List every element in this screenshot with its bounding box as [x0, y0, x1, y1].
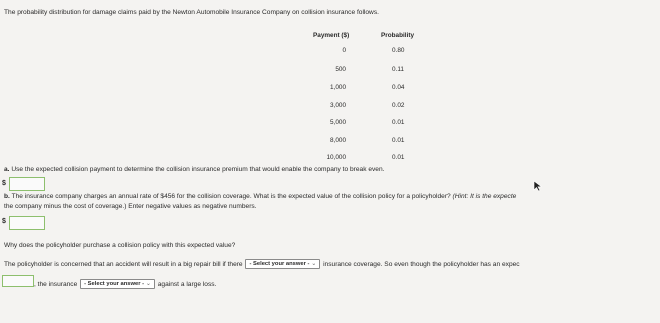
chevron-down-icon: ⌄: [146, 281, 151, 287]
chevron-down-icon: ⌄: [311, 261, 317, 267]
probability-cell: 0.01: [392, 137, 405, 144]
table-header-probability: Probability: [381, 32, 415, 39]
part-c-select-2[interactable]: [80, 279, 155, 289]
probability-cell: 0.02: [392, 102, 405, 109]
part-a-answer-input[interactable]: [9, 177, 45, 191]
part-c-line2: [34, 279, 216, 289]
mouse-cursor-icon: [533, 180, 543, 192]
part-b-text: The insurance company charges an annual rate of $456 for the collision coverage. What is the expected value of the collision policy for a policyholder?: [11, 193, 451, 200]
part-b-question-line2: the company minus the cost of coverage.) Enter negative values as negative numbers.: [4, 203, 257, 210]
probability-cell: 0.04: [392, 84, 405, 91]
payment-cell: 500: [335, 66, 346, 73]
part-c-line1-post: insurance coverage. So even though the policyholder has an expec: [323, 260, 520, 268]
part-b-hint: (Hint: It is the expecte: [452, 193, 517, 200]
probability-cell: 0.80: [392, 47, 405, 54]
part-c-line1: [4, 259, 520, 269]
part-b-question: [4, 193, 516, 200]
part-c-line2-post: against a large loss.: [157, 280, 217, 288]
part-a-label: a.: [4, 166, 10, 173]
part-b-answer-input[interactable]: [9, 216, 45, 230]
probability-cell: 0.01: [392, 154, 405, 161]
problem-intro: The probability distribution for damage claims paid by the Newton Automobile Insurance Company on collision insurance follows.: [4, 9, 379, 16]
part-a-text: Use the expected collision payment to determine the collision insurance premium that would enable the company to break even.: [11, 166, 385, 173]
probability-cell: 0.11: [392, 66, 404, 73]
payment-cell: 3,000: [330, 102, 346, 109]
part-a-question: [4, 166, 384, 173]
payment-cell: 0: [342, 47, 346, 54]
payment-cell: 8,000: [330, 137, 346, 144]
part-c-select-1[interactable]: [245, 259, 320, 269]
part-a-currency: $: [2, 180, 6, 187]
part-c-question: Why does the policyholder purchase a collision policy with this expected value?: [4, 242, 236, 249]
payment-cell: 5,000: [330, 119, 346, 126]
part-b-currency: $: [2, 218, 6, 225]
payment-cell: 10,000: [326, 154, 346, 161]
table-header-payment: Payment ($): [313, 32, 350, 39]
payment-cell: 1,000: [330, 84, 346, 91]
part-b-label: b.: [4, 193, 10, 200]
probability-cell: 0.01: [392, 119, 405, 126]
part-c-line1-pre: The policyholder is concerned that an accident will result in a big repair bill if there: [4, 260, 243, 268]
part-c-line2-pre: , the insurance: [34, 280, 78, 288]
select-value: - Select your answer -: [249, 261, 310, 267]
select-value: - Select your answer -: [84, 281, 145, 287]
part-c-answer-input[interactable]: [2, 275, 34, 287]
